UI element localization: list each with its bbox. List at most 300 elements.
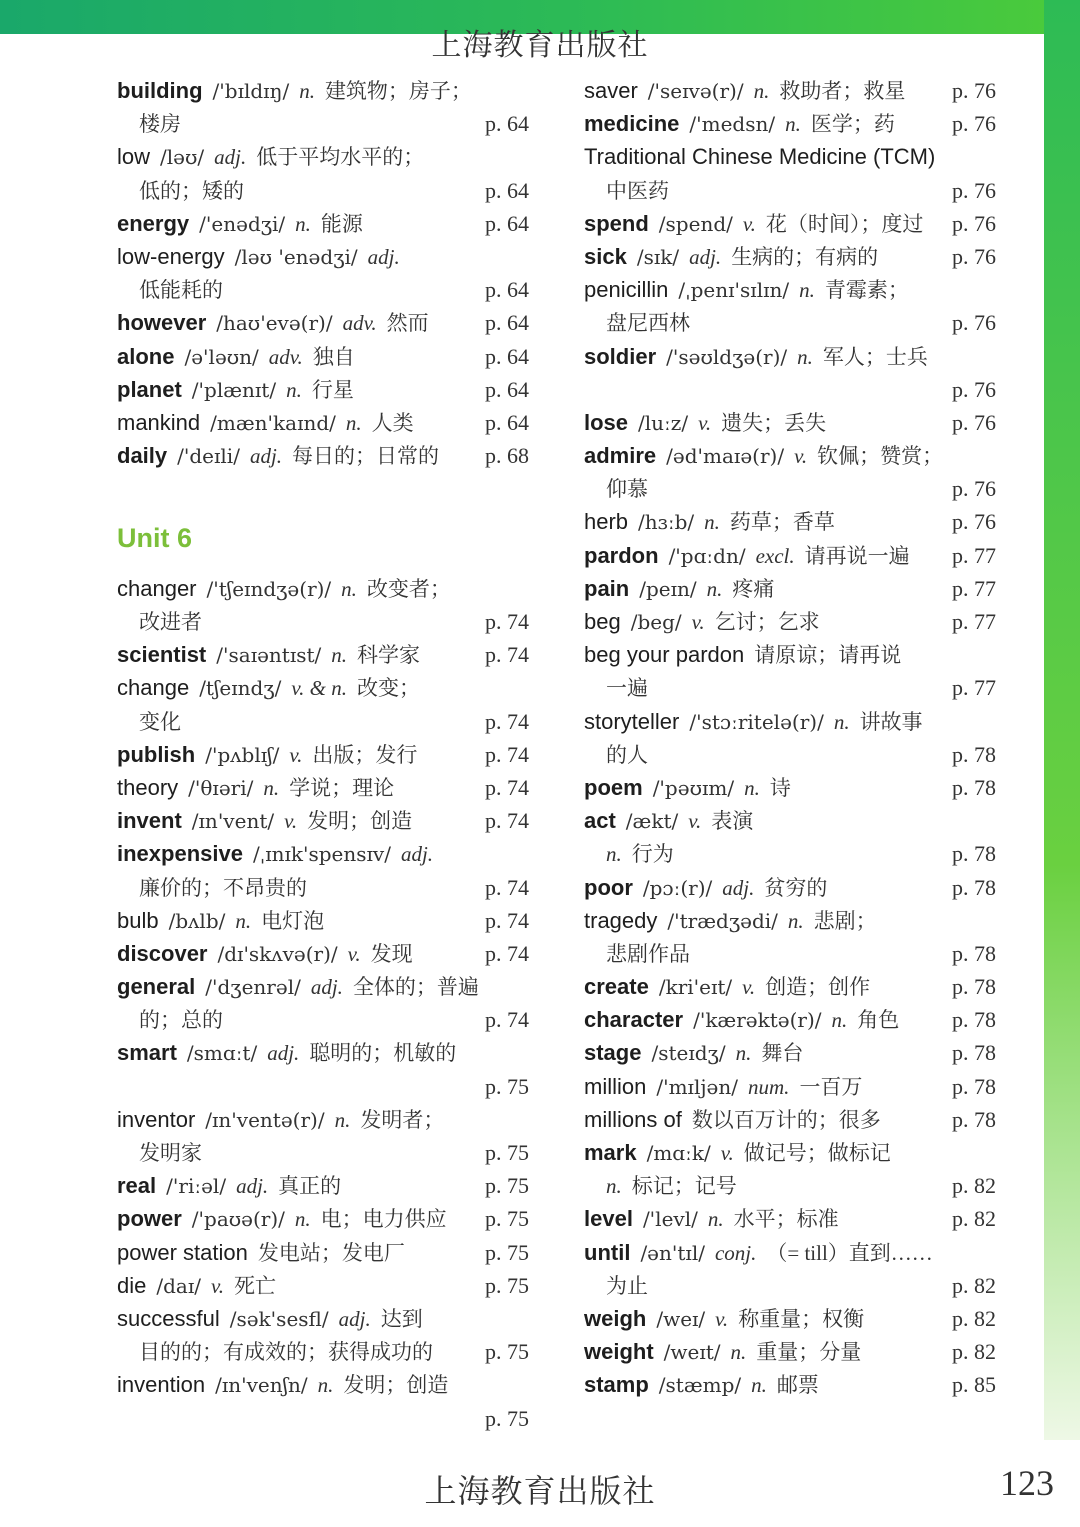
vocab-part-of-speech: n.: [744, 775, 760, 800]
vocab-word: until: [584, 1239, 631, 1265]
vocab-line: [117, 273, 529, 306]
vocab-definition: 科学家: [357, 643, 421, 668]
vocab-page-ref: p. 77: [952, 609, 996, 634]
vocab-phonetic: /daɪ/: [156, 1273, 201, 1298]
vocab-part-of-speech: v.: [289, 742, 303, 767]
vocab-definition: 青霉素；: [824, 278, 909, 303]
vocab-phonetic: /stæmp/: [658, 1373, 742, 1398]
vocab-phonetic: /'enədʒi/: [199, 211, 286, 236]
vocab-page-ref: p. 76: [952, 509, 996, 535]
vocab-word: beg your pardon: [584, 642, 745, 668]
vocab-word: real: [117, 1173, 157, 1199]
vocab-page-ref: p. 78: [952, 1106, 996, 1132]
vocab-page-ref: p. 74: [485, 874, 529, 900]
vocab-line: [117, 1402, 529, 1435]
vocab-definition: 每日的；日常的: [292, 444, 440, 469]
vocab-line: [117, 240, 529, 273]
vocab-definition: 的；总的: [139, 1008, 223, 1033]
vocab-part-of-speech: n.: [785, 112, 801, 137]
vocab-phonetic: /'θɪəri/: [188, 775, 254, 800]
vocab-definition: 变化: [139, 709, 181, 734]
vocab-phonetic: /pɔː(r)/: [642, 875, 713, 900]
vocab-phonetic: /ɪn'vent/: [191, 809, 275, 834]
vocab-list-left-bottom: [117, 572, 529, 1435]
vocab-page-ref: p. 78: [952, 841, 996, 867]
vocab-definition: 学说；理论: [289, 775, 395, 800]
vocab-word: beg: [584, 609, 621, 634]
vocab-part-of-speech: v.: [347, 941, 361, 966]
vocab-part-of-speech: n.: [299, 79, 315, 103]
vocab-definition: 低能耗的: [139, 278, 223, 303]
vocab-line: [117, 1368, 529, 1401]
vocab-page-ref: p. 78: [952, 741, 996, 767]
vocab-page-ref: p. 75: [485, 1405, 529, 1431]
vocab-word: power: [117, 1206, 182, 1232]
vocab-definition: （= till）直到……: [766, 1240, 933, 1265]
vocab-definition: 请再说一遍: [804, 543, 910, 568]
vocab-phonetic: /weɪ/: [656, 1306, 706, 1331]
vocab-line: [117, 373, 529, 406]
vocab-line: [117, 1070, 529, 1103]
vocab-part-of-speech: conj.: [714, 1240, 757, 1265]
vocab-word: pardon: [584, 542, 659, 568]
vocab-phonetic: /'bɪldɪŋ/: [212, 79, 290, 103]
vocab-line: [584, 505, 996, 538]
vocab-line: [584, 1003, 996, 1036]
vocab-line: [117, 970, 529, 1003]
vocab-line: [584, 705, 996, 738]
vocab-page-ref: p. 82: [952, 1173, 996, 1199]
vocab-page-ref: p. 78: [952, 1073, 996, 1099]
vocab-definition: 邮票: [776, 1373, 819, 1398]
vocab-line: [117, 837, 529, 870]
vocab-part-of-speech: v. & n.: [291, 676, 347, 701]
vocab-word: publish: [117, 741, 196, 767]
vocab-word: smart: [117, 1040, 177, 1066]
vocab-word: herb: [584, 509, 629, 535]
vocab-page-ref: p. 64: [485, 343, 529, 369]
vocab-line: [584, 1036, 996, 1069]
vocab-page-ref: p. 78: [952, 940, 996, 966]
vocab-definition: 贫穷的: [764, 875, 828, 900]
vocab-phonetic: /ækt/: [625, 809, 679, 834]
vocab-part-of-speech: adj.: [310, 975, 343, 1000]
vocab-line: [117, 771, 529, 804]
vocab-page-ref: p. 64: [485, 409, 529, 435]
vocab-page-ref: p. 78: [952, 1040, 996, 1066]
vocab-phonetic: /ˌpenɪ'sɪlɪn/: [678, 278, 790, 303]
vocab-line: [584, 572, 996, 605]
vocab-part-of-speech: n.: [751, 1373, 767, 1398]
vocab-word: change: [117, 675, 190, 701]
vocab-line: [117, 605, 529, 638]
vocab-phonetic: /'trædʒədi/: [667, 908, 778, 933]
vocab-part-of-speech: n.: [341, 576, 357, 601]
vocab-part-of-speech: n.: [295, 211, 311, 236]
vocab-part-of-speech: v.: [691, 610, 705, 634]
vocab-phonetic: /mɑːk/: [646, 1141, 711, 1165]
vocab-line: [117, 340, 529, 373]
vocab-page-ref: p. 76: [952, 409, 996, 435]
vocab-definition: 讲故事: [859, 709, 923, 734]
vocab-phonetic: /ləʊ 'enədʒi/: [234, 244, 358, 269]
vocab-line: [584, 904, 996, 937]
vocab-word: millions of: [584, 1106, 682, 1132]
vocab-line: [584, 871, 996, 904]
vocab-line: [117, 1136, 529, 1169]
vocab-definition: 人类: [371, 410, 414, 435]
vocab-phonetic: /sɪk/: [636, 244, 680, 269]
vocab-word: building: [117, 78, 203, 103]
vocab-line: [584, 937, 996, 970]
vocab-definition: 的人: [606, 742, 648, 767]
vocab-part-of-speech: v.: [210, 1273, 224, 1298]
vocab-definition: 疼痛: [732, 576, 775, 601]
vocab-phonetic: /'seɪvə(r)/: [647, 79, 744, 103]
vocab-definition: 悲剧作品: [606, 941, 690, 966]
vocab-word: invention: [117, 1372, 206, 1398]
vocab-phonetic: /mæn'kaɪnd/: [210, 410, 336, 435]
vocab-part-of-speech: n.: [799, 278, 815, 303]
vocab-word: act: [584, 808, 616, 834]
vocab-word: stage: [584, 1040, 642, 1066]
right-color-band: [1044, 0, 1080, 1440]
vocab-list-right: [584, 74, 996, 1402]
vocab-definition: 行星: [311, 377, 354, 402]
vocab-definition: 全体的；普遍: [352, 975, 479, 1000]
vocab-phonetic: /bʌlb/: [168, 908, 226, 933]
vocab-line: [584, 1335, 996, 1368]
vocab-word: die: [117, 1272, 147, 1298]
vocab-page-ref: p. 74: [485, 774, 529, 800]
vocab-word: poem: [584, 774, 643, 800]
vocab-word: power station: [117, 1239, 248, 1265]
vocab-word: inventor: [117, 1106, 196, 1132]
spacer: [117, 472, 529, 505]
vocab-page-ref: p. 76: [952, 177, 996, 203]
vocab-word: successful: [117, 1305, 220, 1331]
vocab-phonetic: /tʃeɪndʒ/: [199, 676, 282, 701]
publisher-footer: 上海教育出版社: [424, 1473, 656, 1509]
vocab-page-ref: p. 64: [485, 177, 529, 203]
vocab-definition: 乞讨；乞求: [714, 610, 820, 634]
vocab-definition: 医学；药: [810, 112, 895, 137]
vocab-phonetic: /ˌɪnɪk'spensɪv/: [252, 842, 391, 867]
vocab-page-ref: p. 76: [952, 376, 996, 402]
vocab-definition: 药草；香草: [729, 510, 835, 535]
vocab-page-ref: p. 82: [952, 1272, 996, 1298]
vocab-phonetic: /'pɑːdn/: [668, 543, 746, 568]
vocab-phonetic: /kri'eɪt/: [658, 975, 733, 1000]
vocab-definition: 悲剧；: [813, 908, 877, 933]
vocab-part-of-speech: n.: [787, 908, 804, 933]
vocab-definition: 一百万: [799, 1074, 863, 1099]
vocab-word: energy: [117, 210, 190, 236]
vocab-part-of-speech: adj.: [689, 244, 722, 269]
vocab-page-ref: p. 74: [485, 1007, 529, 1033]
vocab-definition: 为止: [606, 1273, 648, 1298]
vocab-part-of-speech: n.: [331, 643, 348, 668]
vocab-line: [117, 207, 529, 240]
vocab-page-ref: p. 78: [952, 974, 996, 1000]
vocab-definition: 发明；创造: [307, 809, 413, 834]
vocab-word: theory: [117, 774, 179, 800]
vocab-word: poor: [584, 874, 633, 900]
vocab-line: [117, 1269, 529, 1302]
vocab-definition: 发明；创造: [343, 1373, 449, 1398]
vocab-line: [117, 638, 529, 671]
vocab-definition: 改进者: [139, 610, 202, 635]
vocab-page-ref: p. 76: [952, 476, 996, 502]
vocab-column-left: [117, 74, 529, 1435]
vocab-word: changer: [117, 575, 197, 601]
vocab-page-ref: p. 76: [952, 111, 996, 137]
vocab-definition: 低的；矮的: [139, 178, 244, 203]
vocab-part-of-speech: num.: [748, 1074, 790, 1099]
vocab-page-ref: p. 64: [485, 277, 529, 303]
vocab-page-ref: p. 78: [952, 774, 996, 800]
vocab-phonetic: /'pʌblɪʃ/: [205, 742, 280, 767]
vocab-page-ref: p. 75: [485, 1173, 529, 1199]
vocab-page-ref: p. 75: [485, 1272, 529, 1298]
vocab-line: [117, 904, 529, 937]
vocab-part-of-speech: n.: [235, 908, 252, 933]
vocab-part-of-speech: n.: [294, 1207, 311, 1232]
vocab-page-ref: p. 74: [485, 609, 529, 635]
vocab-definition: 标记；记号: [631, 1174, 737, 1199]
vocab-definition: 重量；分量: [756, 1340, 862, 1365]
vocab-line: [117, 1036, 529, 1069]
vocab-part-of-speech: v.: [794, 444, 808, 469]
vocab-definition: 楼房: [139, 112, 181, 137]
vocab-part-of-speech: n.: [334, 1107, 351, 1132]
vocab-definition: 创造；创作: [765, 975, 871, 1000]
vocab-phonetic: /ɪn'venʃn/: [215, 1373, 308, 1398]
vocab-line: [117, 140, 529, 173]
vocab-part-of-speech: adj.: [249, 444, 283, 469]
vocab-definition: 改变者；: [366, 576, 451, 601]
vocab-word: saver: [584, 78, 638, 103]
vocab-part-of-speech: n.: [263, 775, 280, 800]
vocab-line: [584, 74, 996, 107]
vocab-definition: 死亡: [233, 1273, 276, 1298]
vocab-part-of-speech: n.: [730, 1340, 747, 1365]
vocab-phonetic: /smɑːt/: [186, 1041, 258, 1066]
vocab-phonetic: /'stɔːritelə(r)/: [689, 709, 824, 734]
vocab-word: daily: [117, 443, 168, 469]
vocab-page-ref: p. 64: [485, 111, 529, 137]
vocab-part-of-speech: v.: [742, 975, 756, 1000]
vocab-line: [584, 306, 996, 339]
vocab-line: [584, 738, 996, 771]
vocab-definition: 建筑物；房子；: [324, 79, 472, 103]
vocab-definition: 真正的: [278, 1174, 342, 1199]
vocab-page-ref: p. 64: [485, 376, 529, 402]
vocab-line: [584, 140, 996, 173]
vocab-definition: 发电站；发电厂: [257, 1240, 405, 1265]
vocab-definition: 行为: [631, 842, 674, 867]
vocab-phonetic: /sək'sesfl/: [229, 1306, 329, 1331]
vocab-definition: 盘尼西林: [606, 311, 690, 336]
vocab-part-of-speech: v.: [742, 211, 756, 236]
vocab-part-of-speech: v.: [720, 1141, 734, 1165]
vocab-phonetic: /'paʊə(r)/: [191, 1207, 285, 1232]
vocab-part-of-speech: adj.: [722, 875, 755, 900]
vocab-definition: 廉价的；不昂贵的: [139, 875, 307, 900]
vocab-line: [117, 439, 529, 472]
vocab-word: discover: [117, 940, 208, 966]
vocab-phonetic: /spend/: [658, 211, 733, 236]
vocab-line: [584, 1202, 996, 1235]
vocab-word: alone: [117, 343, 175, 369]
vocab-word: weigh: [584, 1305, 647, 1331]
vocab-definition: 水平；标准: [733, 1207, 839, 1232]
vocab-part-of-speech: n.: [831, 1008, 848, 1033]
vocab-phonetic: /'kærəktə(r)/: [693, 1008, 822, 1033]
vocab-word: however: [117, 310, 207, 336]
vocab-line: [584, 439, 996, 472]
vocab-phonetic: /beg/: [630, 610, 682, 634]
vocab-definition: 仰慕: [606, 477, 648, 502]
vocab-word: penicillin: [584, 277, 669, 303]
vocab-word: admire: [584, 443, 657, 469]
vocab-line: [117, 107, 529, 140]
vocab-part-of-speech: n.: [606, 1174, 622, 1199]
vocab-line: [584, 472, 996, 505]
vocab-definition: 能源: [320, 211, 363, 236]
vocab-page-ref: p. 64: [485, 310, 529, 336]
vocab-phonetic: /'riːəl/: [166, 1174, 227, 1199]
vocab-line: [584, 638, 996, 671]
vocab-line: [584, 605, 996, 638]
vocab-word: Traditional Chinese Medicine (TCM): [584, 144, 936, 170]
unit-heading-row: [117, 505, 529, 571]
vocab-line: [584, 1236, 996, 1269]
vocab-line: [117, 804, 529, 837]
vocab-list-left-top: [117, 74, 529, 472]
vocab-phonetic: /'medsn/: [689, 112, 776, 137]
vocab-line: [117, 671, 529, 704]
vocab-part-of-speech: adj.: [214, 145, 247, 170]
vocab-phonetic: /'saɪəntɪst/: [216, 643, 322, 668]
vocab-phonetic: /'tʃeɪndʒə(r)/: [206, 576, 332, 601]
vocab-word: planet: [117, 376, 182, 402]
vocab-definition: 角色: [857, 1008, 900, 1033]
vocab-word: general: [117, 974, 196, 1000]
vocab-line: [584, 1136, 996, 1169]
vocab-part-of-speech: adj.: [400, 842, 434, 867]
vocab-part-of-speech: excl.: [755, 543, 795, 568]
vocab-definition: 发明者；: [360, 1107, 445, 1132]
vocab-part-of-speech: adv.: [268, 344, 303, 369]
vocab-line: [584, 804, 996, 837]
vocab-line: [117, 1103, 529, 1136]
vocab-line: [584, 240, 996, 273]
vocab-definition: 然而: [386, 311, 429, 336]
vocab-word: tragedy: [584, 907, 658, 933]
vocab-definition: 救助者；救星: [779, 79, 906, 103]
vocab-page-ref: p. 76: [952, 243, 996, 269]
vocab-definition: 做记号；做标记: [743, 1141, 891, 1165]
vocab-word: pain: [584, 575, 630, 601]
vocab-page-ref: p. 75: [485, 1140, 529, 1166]
vocab-page-ref: p. 82: [952, 1206, 996, 1232]
vocab-page-ref: p. 74: [485, 940, 529, 966]
vocab-line: [117, 705, 529, 738]
vocab-line: [584, 771, 996, 804]
vocab-definition: 数以百万计的；很多: [691, 1107, 881, 1132]
vocab-phonetic: /weɪt/: [663, 1340, 721, 1365]
vocab-page-ref: p. 76: [952, 78, 996, 103]
vocab-word: invent: [117, 808, 182, 834]
vocab-part-of-speech: n.: [706, 576, 723, 601]
vocab-phonetic: /'plænɪt/: [191, 377, 277, 402]
vocab-phonetic: /haʊ'evə(r)/: [216, 311, 333, 336]
vocab-word: spend: [584, 210, 649, 236]
vocab-word: storyteller: [584, 708, 680, 734]
vocab-part-of-speech: v.: [698, 410, 712, 435]
vocab-word: inexpensive: [117, 841, 243, 867]
vocab-definition: 军人；士兵: [822, 344, 928, 369]
vocab-definition: 一遍: [606, 676, 648, 701]
vocab-phonetic: /'səʊldʒə(r)/: [666, 344, 788, 369]
vocab-line: [117, 572, 529, 605]
vocab-part-of-speech: n.: [707, 1207, 724, 1232]
vocab-line: [584, 207, 996, 240]
vocab-page-ref: p. 75: [485, 1239, 529, 1265]
vocab-line: [584, 671, 996, 704]
vocab-definition: 生病的；有病的: [731, 244, 879, 269]
vocab-line: [117, 1236, 529, 1269]
vocab-word: stamp: [584, 1372, 649, 1398]
vocab-line: [117, 1302, 529, 1335]
vocab-part-of-speech: n.: [735, 1041, 752, 1066]
vocab-line: [117, 1335, 529, 1368]
vocab-page-ref: p. 64: [485, 210, 529, 236]
vocab-line: [117, 174, 529, 207]
vocab-definition: 目的的；有成效的；获得成功的: [139, 1340, 433, 1365]
vocab-line: [584, 273, 996, 306]
vocab-part-of-speech: n.: [833, 709, 850, 734]
vocab-page-ref: p. 77: [952, 575, 996, 601]
vocab-phonetic: /ɪn'ventə(r)/: [205, 1107, 325, 1132]
vocab-part-of-speech: n.: [317, 1373, 334, 1398]
vocab-page-ref: p. 77: [952, 542, 996, 568]
vocab-definition: 达到: [380, 1306, 423, 1331]
vocab-line: [584, 1269, 996, 1302]
vocab-phonetic: /ləʊ/: [160, 145, 205, 170]
vocab-page-ref: p. 85: [952, 1372, 996, 1398]
vocab-definition: 诗: [769, 775, 791, 800]
vocab-phonetic: /ə'ləʊn/: [184, 344, 259, 369]
vocab-definition: 舞台: [761, 1041, 804, 1066]
vocab-page-ref: p. 74: [485, 741, 529, 767]
vocab-part-of-speech: n.: [345, 410, 362, 435]
vocab-definition: 电；电力供应: [320, 1207, 447, 1232]
vocab-line: [117, 406, 529, 439]
vocab-word: create: [584, 974, 649, 1000]
vocab-word: soldier: [584, 343, 657, 369]
vocab-part-of-speech: n.: [753, 79, 770, 103]
vocab-part-of-speech: adj.: [367, 244, 400, 269]
vocab-definition: 请原谅；请再说: [754, 643, 902, 668]
vocab-line: [584, 107, 996, 140]
vocab-page-ref: p. 77: [952, 675, 996, 701]
vocab-word: medicine: [584, 111, 680, 137]
vocab-page-ref: p. 76: [952, 310, 996, 336]
vocab-phonetic: /əd'maɪə(r)/: [666, 444, 785, 469]
vocab-part-of-speech: v.: [715, 1306, 729, 1331]
